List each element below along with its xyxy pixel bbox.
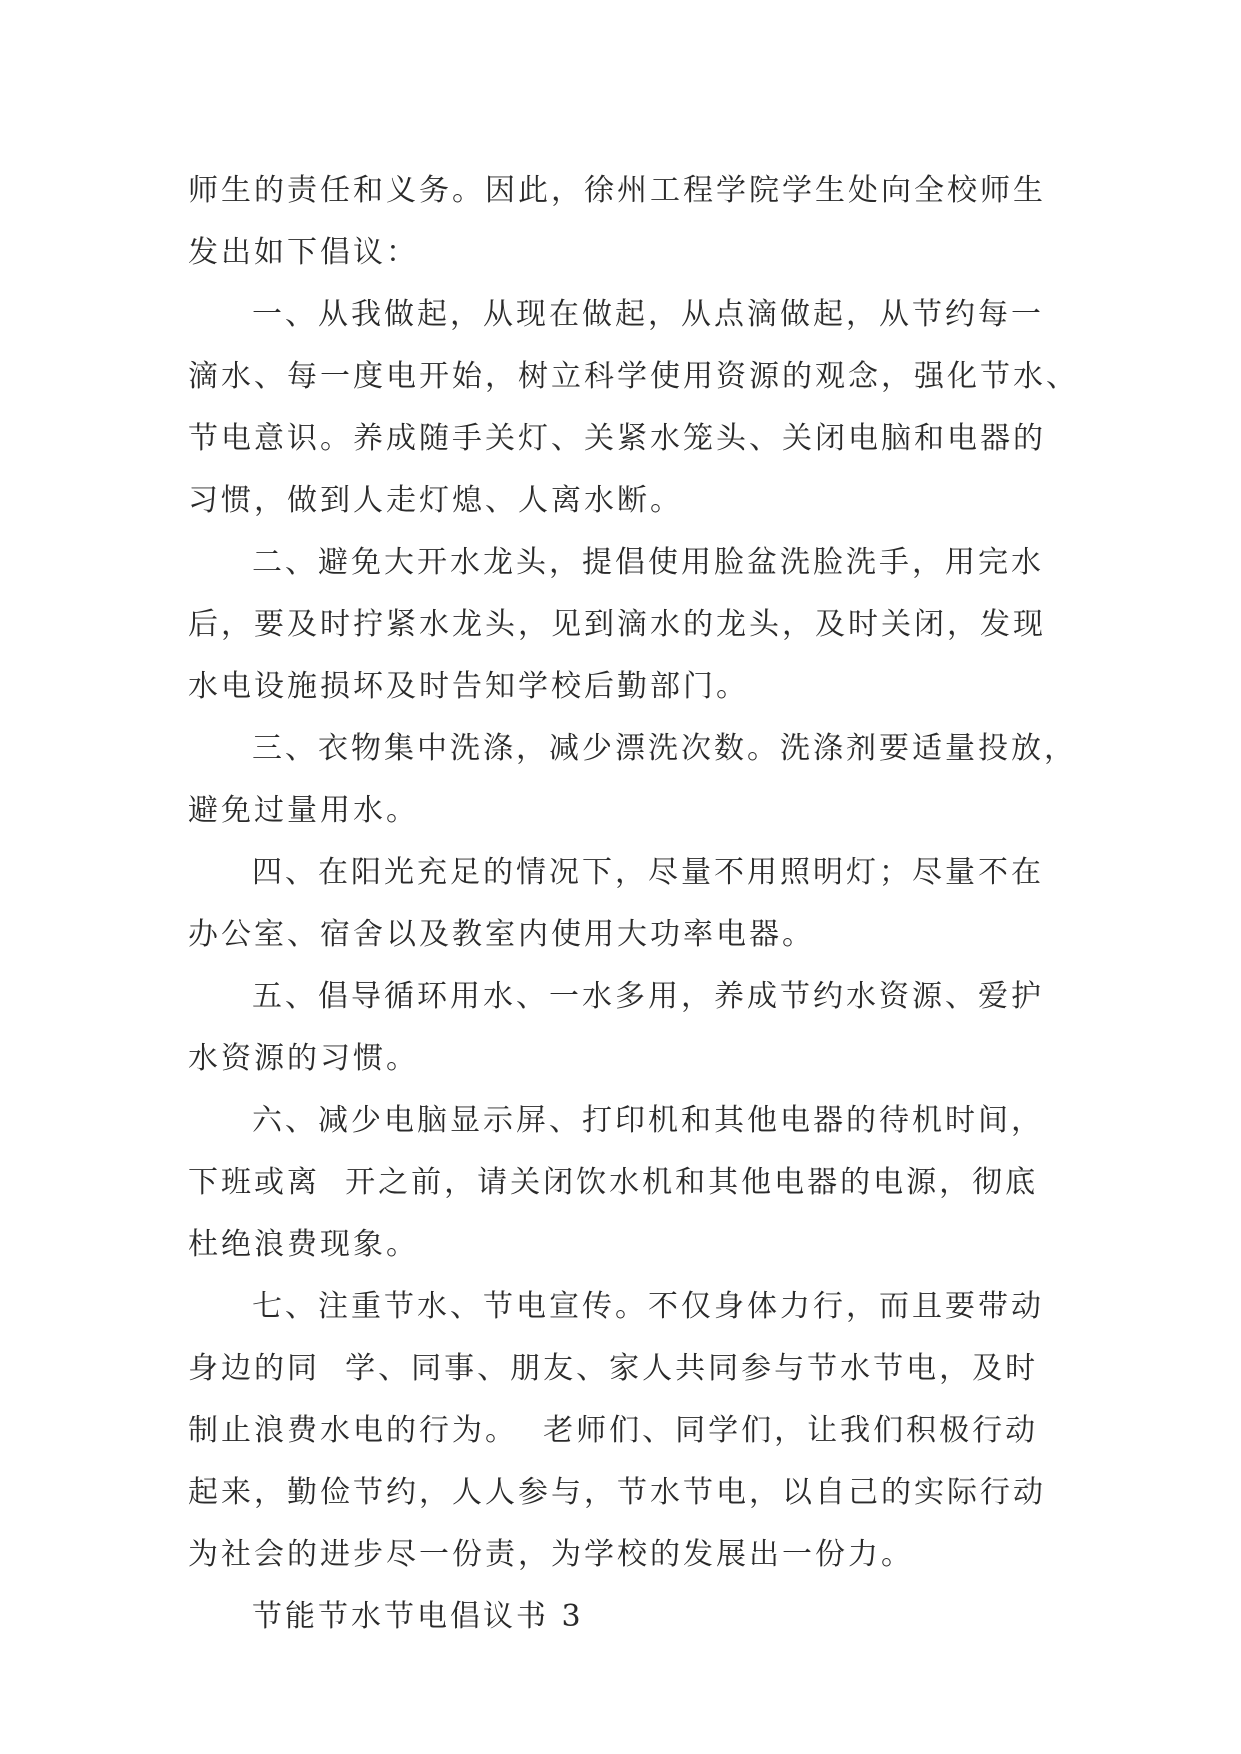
text-line: 制止浪费水电的行为。 老师们、同学们，让我们积极行动 — [188, 1413, 1039, 1448]
paragraph-item-3: 三、衣物集中洗涤，减少漂洗次数。洗涤剂要适量投放， — [252, 731, 1077, 766]
text-line: 为社会的进步尽一份责，为学校的发展出一份力。 — [188, 1537, 914, 1572]
text-line: 习惯，做到人走灯熄、人离水断。 — [188, 483, 683, 518]
text-line: 后，要及时拧紧水龙头，见到滴水的龙头，及时关闭，发现 — [188, 607, 1046, 642]
text-line: 杜绝浪费现象。 — [188, 1227, 419, 1262]
paragraph-item-5: 五、倡导循环用水、一水多用，养成节约水资源、爱护 — [252, 979, 1044, 1014]
text-line: 节电意识。养成随手关灯、关紧水笼头、关闭电脑和电器的 — [188, 421, 1046, 456]
text-line: 避免过量用水。 — [188, 793, 419, 828]
paragraph-item-7: 七、注重节水、节电宣传。不仅身体力行，而且要带动 — [252, 1289, 1044, 1324]
text-line: 下班或离 开之前，请关闭饮水机和其他电器的电源，彻底 — [188, 1165, 1039, 1200]
text-line: 身边的同 学、同事、朋友、家人共同参与节水节电，及时 — [188, 1351, 1039, 1386]
text-line: 滴水、每一度电开始，树立科学使用资源的观念，强化节水、 — [188, 359, 1079, 394]
paragraph-item-2: 二、避免大开水龙头，提倡使用脸盆洗脸洗手，用完水 — [252, 545, 1044, 580]
text-line: 起来，勤俭节约，人人参与，节水节电，以自己的实际行动 — [188, 1475, 1046, 1510]
document-body — [188, 160, 1079, 1648]
text-line: 水电设施损坏及时告知学校后勤部门。 — [188, 669, 749, 704]
paragraph-item-1: 一、从我做起，从现在做起，从点滴做起，从节约每一 — [252, 297, 1044, 332]
section-heading: 节能节水节电倡议书 3 — [252, 1599, 584, 1634]
paragraph-item-4: 四、在阳光充足的情况下，尽量不用照明灯；尽量不在 — [252, 855, 1044, 890]
text-line: 水资源的习惯。 — [188, 1041, 419, 1076]
text-line: 办公室、宿舍以及教室内使用大功率电器。 — [188, 917, 815, 952]
paragraph-item-6: 六、减少电脑显示屏、打印机和其他电器的待机时间， — [252, 1103, 1044, 1138]
text-line: 师生的责任和义务。因此，徐州工程学院学生处向全校师生 — [188, 173, 1046, 208]
text-line: 发出如下倡议： — [188, 235, 419, 270]
